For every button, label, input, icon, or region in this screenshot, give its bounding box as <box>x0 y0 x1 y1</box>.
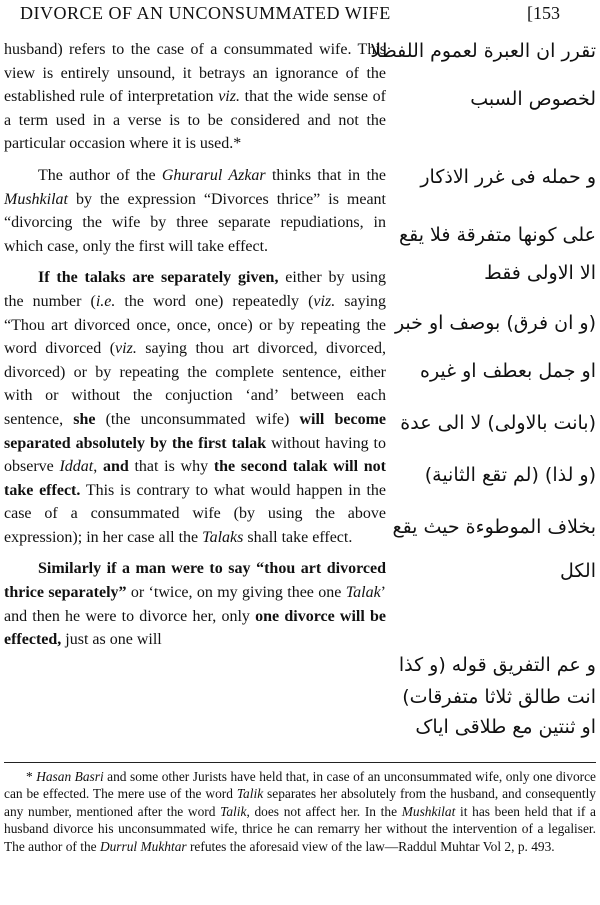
arabic-line: و حمله فی غرر الاذکار <box>420 166 596 188</box>
arabic-line: بخلاف الموطوءة حیث یقع <box>392 516 596 538</box>
paragraph-2: The author of the Ghurarul Azkar thinks that in the Mushkilat by the expression “Divorces thrice” is meant “divorcing the wife by three separate repudiations, in which case, only the first will take effect. <box>4 166 387 255</box>
page-number: [153 <box>527 3 560 23</box>
arabic-line: انت طالق ثلاثا متفرقات) <box>402 686 596 708</box>
paragraph-3: If the talaks are separately given, either by using the number (i.e. the word one) repeatedly (viz. saying “Thou art divorced once, once, once) or by repeating the word divorced (viz. saying thou art divorced, divorced, divorced) or by repeating the complete sentence, either with or without the conjuction ‘and’ between each sentence, she (the unconsummated wife) will become separated absolutely by the first talak without having to observe Iddat, and that is why the second talak will not take effect. This is contrary to what would happen in the case of a consummated wife (by using the above expression); in her case all the Talaks shall take effect. <box>4 269 387 546</box>
arabic-line: علی کونها متفرقة فلا یقع <box>398 224 596 246</box>
arabic-line: (و لذا) (لم تقع الثانية) <box>424 464 596 486</box>
footnote-divider <box>4 762 596 763</box>
arabic-line: لخصوص السبب <box>470 88 596 110</box>
arabic-line: تقرر ان العبرة لعموم اللفظلا <box>370 40 596 62</box>
paragraph-1: husband) refers to the case of a consummated wife. This view is entirely unsound, it betrays an ignorance of the established rule of interpretation viz. that the wide sense of a term used in a verse is to be considered and not the particular occasion where it is used.* <box>4 41 387 153</box>
running-title: DIVORCE OF AN UNCONSUMMATED WIFE <box>20 3 391 23</box>
arabic-line: (و ان فرق) بوصف او خبر <box>394 312 596 334</box>
footnote: * Hasan Basri and some other Jurists have held that, in case of an unconsummated wife, only one divorce can be effected. The mere use of the word Talik separates her absolutely from the husband, and consequently any number, mentioned after the word Talik, does not affect her. In the Mushkilat it has been held that if a husband divorce his unconsummated wife, thrice he can remarry her without the intervention of a legaliser. The author of the Durrul Mukhtar refutes the aforesaid view of the law—Raddul Muhtar Vol 2, p. 493. <box>4 769 596 854</box>
arabic-line: و عم التفریق قوله (و کذا <box>398 654 596 676</box>
arabic-text-column <box>370 0 596 760</box>
arabic-line: او جمل بعطف او غیره <box>419 360 596 382</box>
arabic-line: الكل <box>560 560 596 582</box>
arabic-line: (بانت بالاولی) لا الی عدة <box>400 412 596 434</box>
english-text-column <box>4 38 386 652</box>
arabic-line: الا الاولی فقط <box>484 262 596 284</box>
paragraph-4: Similarly if a man were to say “thou art divorced thrice separately” or ‘twice, on my giving thee one Talak’ and then he were to divorce her, only one divorce will be effected, just as one will <box>4 560 387 649</box>
arabic-line: او ثنتین مع طلاقی ایاک <box>415 716 596 738</box>
